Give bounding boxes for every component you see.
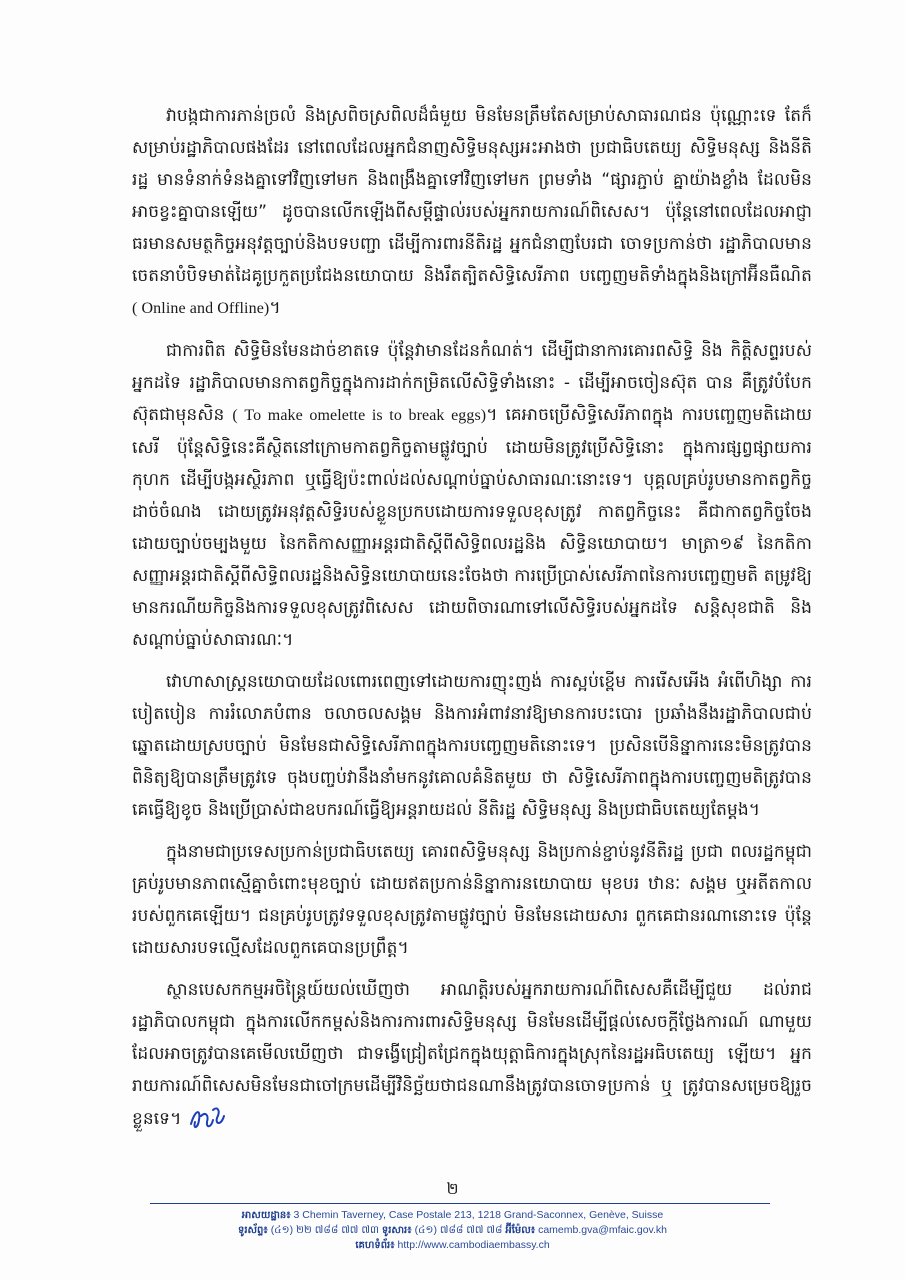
paragraph-5-text: ស្ថានបេសកកម្មអចិន្ត្រៃយ៍យល់ឃើញថា អាណត្តិរបស់អ្នករាយការណ៍ពិសេសគឺដើម្បីជួយ ដល់រាជរដ្ឋាភិបាលកម្ពុជា ក្នុងការលើកកម្ពស់និងការការពារសិទ្ធិមនុស្ស មិនមែនដើម្បីផ្តល់សេចក្ដីថ្លែងការណ៍ ណាមួយ ដែលអាចត្រូវបានគេមើលឃើញថា ជាទង្វើជ្រៀតជ្រែកក្នុងយុត្តាធិការក្នុងស្រុកនៃរដ្ឋអធិបតេយ្យ ឡើយ។ អ្នករាយការណ៍ពិសេសមិនមែនជាចៅក្រមដើម្បីវិនិច្ឆ័យថាជនណានឹងត្រូវបានចោទប្រកាន់ ឬ ត្រូវបានសម្រេចឱ្យរួចខ្លួនទេ។: [132, 980, 812, 1129]
fax-value: (៤១) ៧៨៨ ៧៧ ៧៨: [414, 1224, 503, 1236]
page-number: ២: [446, 1179, 459, 1198]
phone-label: ទូរស័ព្ទ៖: [237, 1225, 268, 1236]
paragraph-5: [132, 974, 812, 1135]
paragraph-1: [132, 100, 812, 325]
paragraph-1-latin: ( Online and Offline): [132, 300, 270, 317]
paragraph-2-latin: ( To make omelette is to break eggs): [232, 407, 487, 424]
paragraph-2: [132, 335, 812, 656]
footer-website-line: [0, 1238, 905, 1253]
paragraph-1-end: ។: [269, 298, 281, 318]
website-link[interactable]: http://www.cambodiaembassy.ch: [397, 1239, 550, 1251]
fax-label: ទូរសារ៖: [381, 1225, 412, 1236]
initials-signature-icon: [187, 1102, 227, 1134]
body-text: [132, 100, 812, 1145]
paragraph-1-text: វាបង្កជាការភាន់ច្រលំ និងស្រពិចស្រពិលដ៏ធំមួយ មិនមែនត្រឹមតែសម្រាប់សាធារណជន ប៉ុណ្ណោះទេ តែក៏សម្រាប់រដ្ឋាភិបាលផងដែរ នៅពេលដែលអ្នកជំនាញសិទ្ធិមនុស្សអះអាងថា ប្រជាធិបតេយ្យ សិទ្ធិមនុស្ស និងនីតិរដ្ឋ មានទំនាក់ទំនងគ្នាទៅវិញទៅមក និងពង្រឹងគ្នាទៅវិញទៅមក ព្រមទាំង “ផ្សារភ្ជាប់ គ្នាយ៉ាងខ្លាំង ដែលមិនអាចខ្វះគ្នាបានឡើយ” ដូចបានលើកឡើងពីសម្ដីផ្ទាល់របស់អ្នករាយការណ៍ពិសេស។ ប៉ុន្តែនៅពេលដែលអាជ្ញាធរមានសមត្ថកិច្ចអនុវត្តច្បាប់និងបទបញ្ជា ដើម្បីការពារនីតិរដ្ឋ អ្នកជំនាញបែរជា ចោទប្រកាន់ថា រដ្ឋាភិបាលមានចេតនាបំបិទមាត់ដៃគូប្រកួតប្រជែងនយោបាយ និងរឹតត្បិតសិទ្ធិសេរីភាព បញ្ចេញមតិទាំងក្នុងនិងក្រៅអ៊ីនធឺណិត: [132, 106, 812, 286]
footer-contact-line: [0, 1223, 905, 1238]
phone-value: (៤១) ២២ ៧៨៨ ៧៧ ៧៣: [270, 1224, 379, 1236]
letterhead-footer: [0, 1208, 905, 1253]
address-value: 3 Chemin Taverney, Case Postale 213, 1218 Grand-Saconnex, Genève, Suisse: [293, 1209, 664, 1221]
paragraph-4-text: ក្នុងនាមជាប្រទេសប្រកាន់ប្រជាធិបតេយ្យ គោរពសិទ្ធិមនុស្ស និងប្រកាន់ខ្ជាប់នូវនីតិរដ្ឋ ប្រជា ពលរដ្ឋកម្ពុជាគ្រប់រូបមានភាពស្មើគ្នាចំពោះមុខច្បាប់ ដោយឥតប្រកាន់និន្នាការនយោបាយ មុខបរ ឋានៈ សង្គម ឬអតីតកាលរបស់ពួកគេឡើយ។ ជនគ្រប់រូបត្រូវទទួលខុសត្រូវតាមផ្លូវច្បាប់ មិនមែនដោយសារ ពួកគេជានរណានោះទេ ប៉ុន្តែដោយសារបទល្មើសដែលពួកគេបានប្រព្រឹត្ត។: [132, 842, 812, 958]
paragraph-3-text: វោហាសាស្ត្រនយោបាយដែលពោរពេញទៅដោយការញុះញង់ ការស្អប់ខ្ពើម ការរើសអើង អំពើហិង្សា ការបៀតបៀន ការរំលោភបំពាន ចលាចលសង្គម និងការអំពាវនាវឱ្យមានការបះបោរ ប្រឆាំងនឹងរដ្ឋាភិបាលជាប់ឆ្នោតដោយស្របច្បាប់ មិនមែនជាសិទ្ធិសេរីភាពក្នុងការបញ្ចេញមតិនោះទេ។ ប្រសិនបើនិន្នាការនេះមិនត្រូវបានពិនិត្យឱ្យបានត្រឹមត្រូវទេ ចុងបញ្ចប់វានឹងនាំមកនូវគោលគំនិតមួយ ថា សិទ្ធិសេរីភាពក្នុងការបញ្ចេញមតិត្រូវបានគេធ្វើឱ្យខូច និងប្រើប្រាស់ជាឧបករណ៍ធ្វើឱ្យអន្តរាយដល់ នីតិរដ្ឋ សិទ្ធិមនុស្ស និងប្រជាធិបតេយ្យតែម្ដង។: [132, 672, 812, 820]
email-link[interactable]: camemb.gva@mfaic.gov.kh: [538, 1224, 668, 1236]
footer-divider: [150, 1203, 770, 1204]
email-label: អ៊ីម៉ែល៖: [505, 1225, 536, 1236]
footer-address-line: [0, 1208, 905, 1223]
paragraph-4: [132, 836, 812, 964]
website-label: គេហទំព័រ៖: [355, 1240, 395, 1251]
paragraph-2-text-after: ។ គេអាចប្រើសិទ្ធិសេរីភាពក្នុង ការបញ្ចេញមតិដោយសេរី ប៉ុន្តែសិទ្ធិនេះគឺស្ថិតនៅក្រោមកាតព្វកិច្ចតាមផ្លូវច្បាប់ ដោយមិនត្រូវប្រើសិទ្ធិនោះ ក្នុងការផ្សព្វផ្សាយការកុហក ដើម្បីបង្កអស្ថិរភាព ឬធ្វើឱ្យប៉ះពាល់ដល់សណ្ដាប់ធ្នាប់សាធារណៈនោះទេ។ បុគ្គលគ្រប់រូបមានកាតព្វកិច្ចដាច់ចំណង ដោយត្រូវអនុវត្តសិទ្ធិរបស់ខ្លួនប្រកបដោយការទទួលខុសត្រូវ កាតព្វកិច្ចនេះ គឺជាកាតព្វកិច្ចចែងដោយច្បាប់ចម្បងមួយ នៃកតិកាសញ្ញាអន្តរជាតិស្តីពីសិទ្ធិពលរដ្ឋនិង សិទ្ធិនយោបាយ។ មាត្រា១៩ នៃកតិកាសញ្ញាអន្តរជាតិស្តីពីសិទ្ធិពលរដ្ឋនិងសិទ្ធិនយោបាយនេះចែងថា ការប្រើប្រាស់សេរីភាពនៃការបញ្ចេញមតិ តម្រូវឱ្យមានករណីយកិច្ចនិងការទទួលខុសត្រូវពិសេស ដោយពិចារណាទៅលើសិទ្ធិរបស់អ្នកដទៃ សន្តិសុខជាតិ និងសណ្ដាប់ធ្នាប់សាធារណៈ។: [132, 405, 812, 650]
address-label: អាសយដ្ឋាន៖: [241, 1210, 291, 1221]
paragraph-3: [132, 666, 812, 826]
paragraph-2-text-before: ជាការពិត សិទ្ធិមិនមែនដាច់ខាតទេ ប៉ុន្តែវាមានដែនកំណត់។ ដើម្បីជានាការគោរពសិទ្ធិ និង កិត្តិសព្ទរបស់អ្នកដទៃ រដ្ឋាភិបាលមានកាតព្វកិច្ចក្នុងការដាក់កម្រិតលើសិទ្ធិទាំងនោះ - ដើម្បីអាចចៀនស៊ុត បាន គឺត្រូវបំបែកស៊ុតជាមុនសិន: [132, 341, 812, 425]
